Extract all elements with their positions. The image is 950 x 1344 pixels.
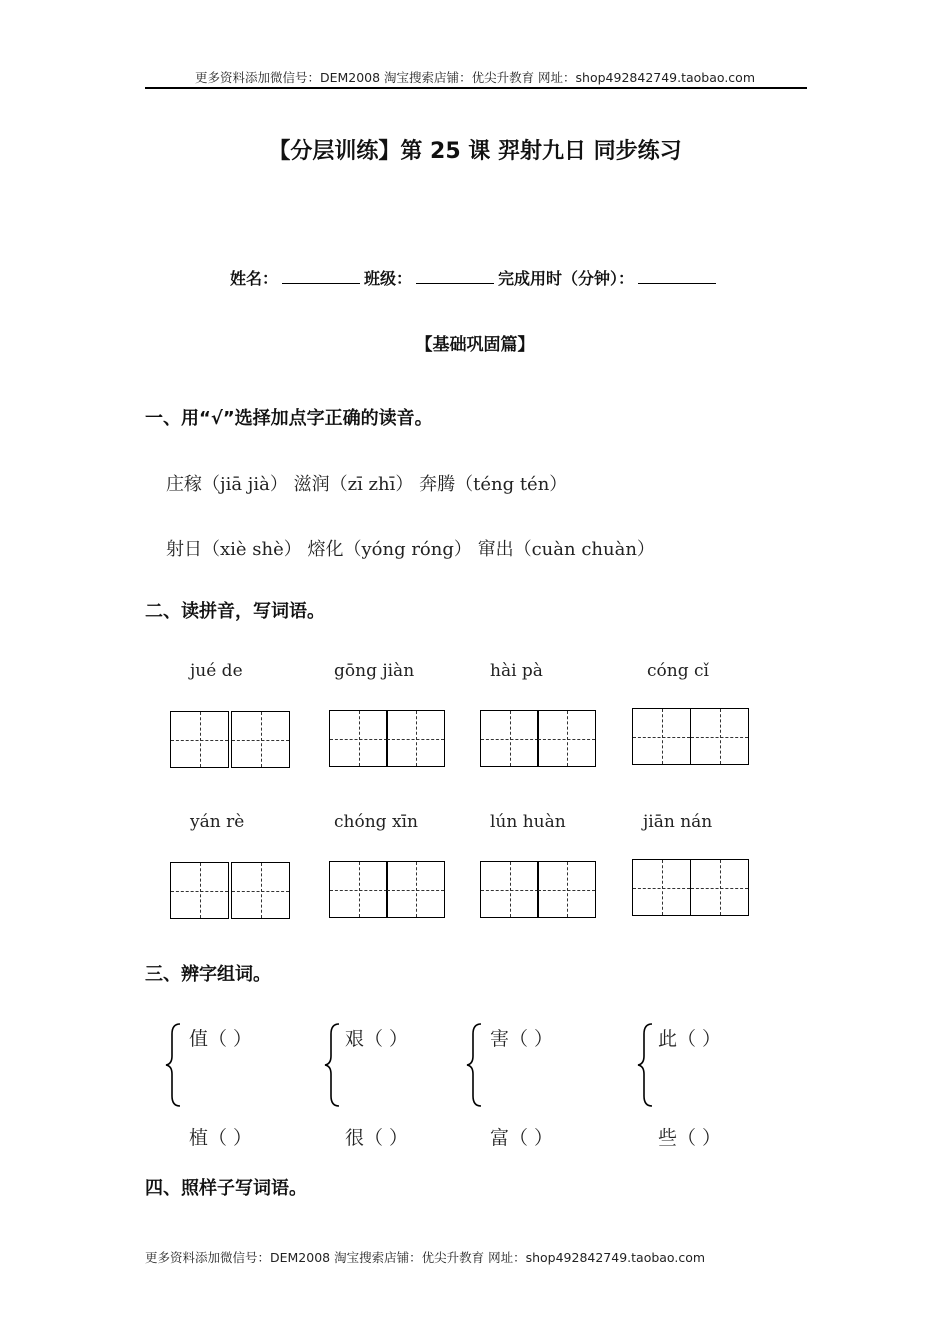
student-info-line: [0, 266, 950, 289]
brace-icon: [323, 1022, 343, 1108]
writing-grid-box[interactable]: [632, 859, 691, 916]
writing-grid-box[interactable]: [480, 710, 539, 767]
writing-grid-box[interactable]: [386, 861, 445, 918]
pinyin-label: jiān nán: [643, 812, 713, 832]
section-3-heading: 三、辨字组词。: [145, 964, 271, 985]
page-header: 更多资料添加微信号：DEM2008 淘宝搜索店铺：优尖升教育 网址：shop492842749.taobao.com: [194, 70, 756, 85]
writing-grid-box[interactable]: [170, 862, 229, 919]
writing-grid-box[interactable]: [537, 710, 596, 767]
pinyin-label: gōng jiàn: [334, 661, 415, 681]
header-divider: [145, 87, 807, 89]
section-group-title: 【基础巩固篇】: [415, 335, 535, 355]
pinyin-label: lún huàn: [490, 812, 566, 832]
writing-grid-box[interactable]: [329, 861, 388, 918]
char-word-item: 富（ ）: [490, 1127, 554, 1149]
writing-grid-box[interactable]: [329, 710, 388, 767]
section-2-heading: 二、读拼音，写词语。: [145, 601, 325, 622]
writing-grid-box[interactable]: [170, 711, 229, 768]
section-1-heading: 一、用“√”选择加点字正确的读音。: [145, 408, 433, 429]
pinyin-label: jué de: [190, 661, 243, 681]
char-word-item: 艰（ ）: [345, 1028, 409, 1050]
pinyin-label: hài pà: [490, 661, 543, 681]
brace-icon: [465, 1022, 485, 1108]
name-blank[interactable]: [282, 269, 360, 284]
writing-grid-box[interactable]: [690, 859, 749, 916]
section-4-heading: 四、照样子写词语。: [145, 1178, 307, 1199]
class-label: 班级：: [363, 269, 412, 288]
brace-icon: [164, 1022, 184, 1108]
pronunciation-line-1: 庄稼（jiā jià） 滋润（zī zhī） 奔腾（téng tén）: [166, 474, 568, 495]
pronunciation-line-2: 射日（xiè shè） 熔化（yóng róng） 窜出（cuàn chuàn）: [166, 539, 655, 560]
char-word-item: 此（ ）: [658, 1028, 722, 1050]
char-word-item: 值（ ）: [189, 1028, 253, 1050]
char-word-item: 很（ ）: [345, 1127, 409, 1149]
char-word-item: 些（ ）: [658, 1127, 722, 1149]
pinyin-label: chóng xīn: [334, 812, 418, 832]
writing-grid-box[interactable]: [632, 708, 691, 765]
time-blank[interactable]: [638, 269, 716, 284]
writing-grid-box[interactable]: [231, 862, 290, 919]
writing-grid-box[interactable]: [386, 710, 445, 767]
time-label: 完成用时（分钟）：: [498, 269, 635, 288]
page-footer: 更多资料添加微信号：DEM2008 淘宝搜索店铺：优尖升教育 网址：shop492842749.taobao.com: [145, 1250, 706, 1265]
name-label: 姓名：: [229, 269, 278, 288]
writing-grid-box[interactable]: [537, 861, 596, 918]
brace-icon: [636, 1022, 656, 1108]
class-blank[interactable]: [416, 269, 494, 284]
pinyin-label: cóng cǐ: [647, 661, 709, 681]
writing-grid-box[interactable]: [231, 711, 290, 768]
char-word-item: 害（ ）: [490, 1028, 554, 1050]
writing-grid-box[interactable]: [480, 861, 539, 918]
char-word-item: 植（ ）: [189, 1127, 253, 1149]
page-title: 【分层训练】第 25 课 羿射九日 同步练习: [268, 139, 682, 164]
writing-grid-box[interactable]: [690, 708, 749, 765]
pinyin-label: yán rè: [190, 812, 245, 832]
